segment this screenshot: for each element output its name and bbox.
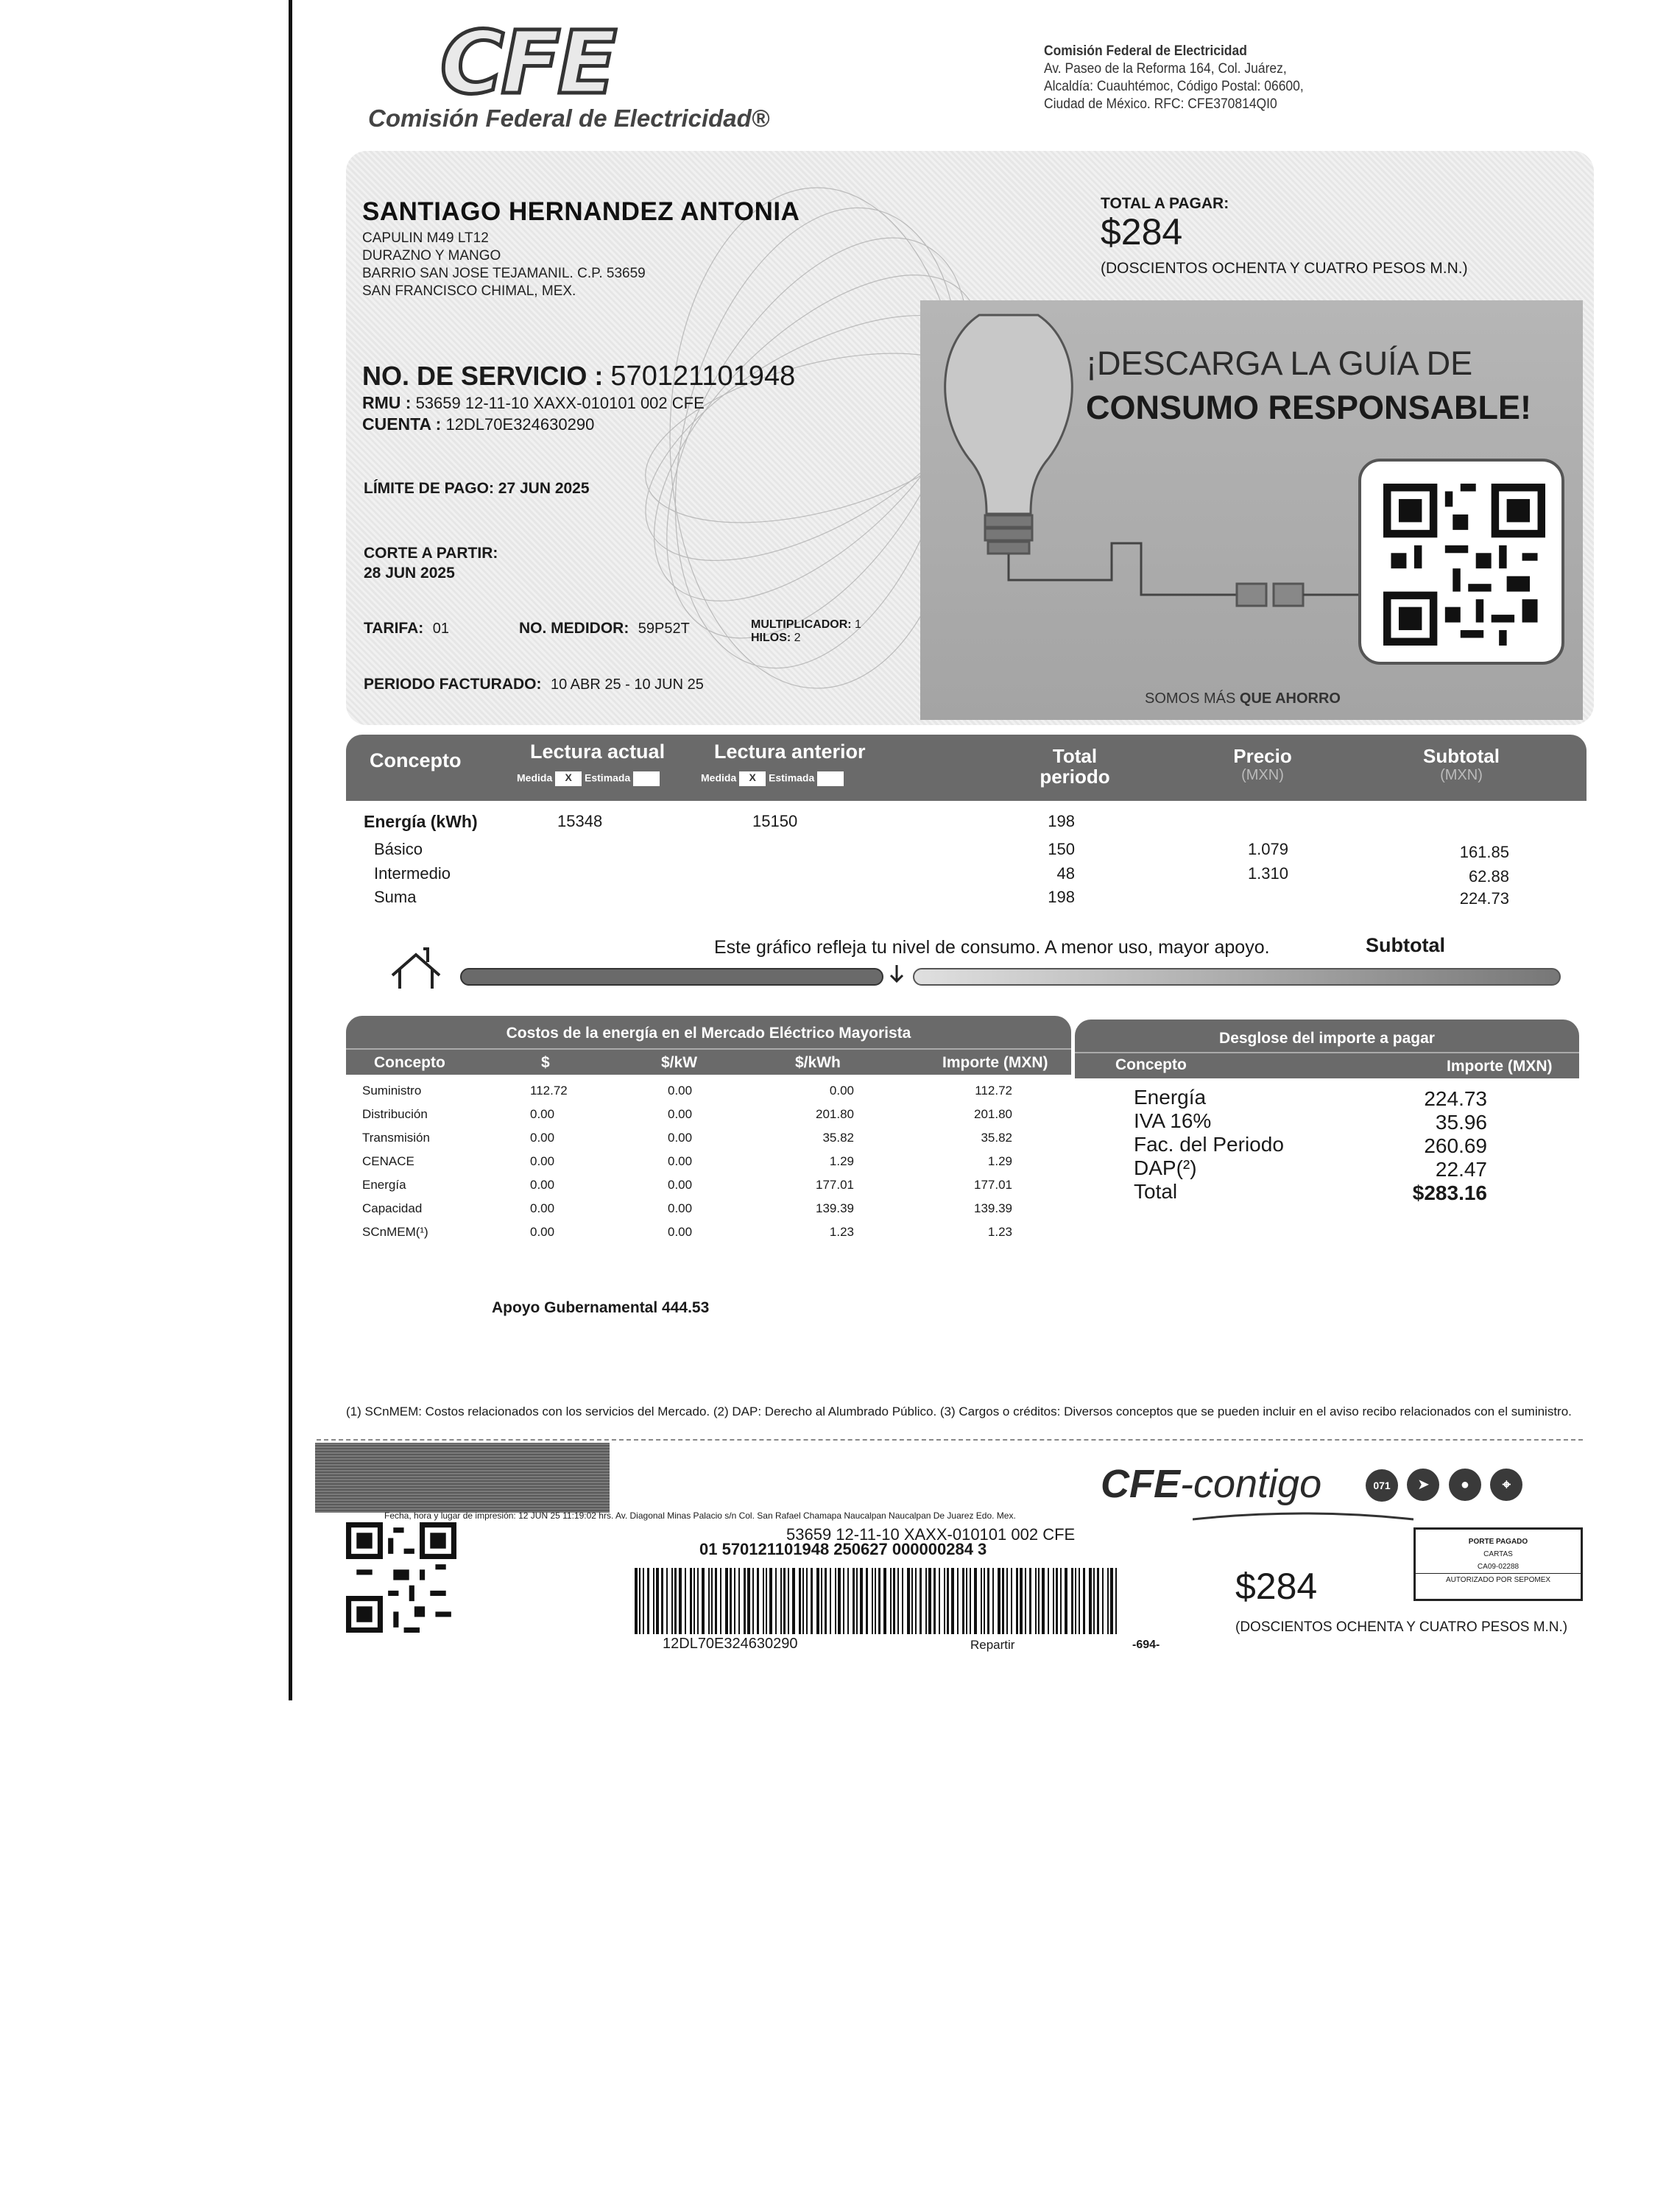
table-cell: 0.00: [668, 1201, 693, 1215]
barcode-bar: [752, 1568, 754, 1634]
barcode-bar: [1025, 1568, 1026, 1634]
barcode-bar: [847, 1568, 849, 1634]
meter-value: 59P52T: [638, 621, 690, 637]
table-cell: 201.80: [974, 1107, 1012, 1121]
col-precio: Precio: [1233, 745, 1292, 767]
barcode-bar: [915, 1568, 917, 1634]
col-subtotal-unit: (MXN): [1440, 767, 1483, 783]
col-concepto: Concepto: [374, 1054, 445, 1071]
estimada-checkbox: [817, 771, 844, 786]
slip-number: -694-: [1132, 1639, 1160, 1651]
barcode-bar: [1093, 1568, 1095, 1634]
promo-title: ¡DESCARGA LA GUÍA DE: [1086, 344, 1473, 382]
barcode-bar: [872, 1568, 873, 1634]
barcode-bar: [1102, 1568, 1104, 1634]
barcode-bar: [666, 1568, 668, 1634]
barcode-bar: [730, 1568, 732, 1634]
table-cell: 0.00: [530, 1131, 555, 1145]
table-cell: Transmisión: [362, 1131, 430, 1145]
promo-banner[interactable]: [920, 300, 1583, 720]
customer-address-line: BARRIO SAN JOSE TEJAMANIL. C.P. 53659: [362, 266, 646, 281]
barcode-bar: [1038, 1568, 1040, 1634]
company-address-line: Ciudad de México. RFC: CFE370814QI0: [1044, 96, 1277, 112]
barcode-bar: [656, 1568, 659, 1634]
barcode-bar: [1060, 1568, 1062, 1634]
breakdown-total-label: Total: [1134, 1180, 1178, 1203]
barcode-bar: [725, 1568, 728, 1634]
wholesale-costs-header: [346, 1016, 1071, 1075]
app-icon[interactable]: ●: [1449, 1469, 1481, 1501]
barcode-bar: [802, 1568, 804, 1634]
barcode-bar: [1029, 1568, 1031, 1634]
barcode-bar: [720, 1568, 721, 1634]
energy-previous-reading: 15150: [752, 812, 798, 830]
barcode-bar: [962, 1568, 964, 1634]
company-address-line: Av. Paseo de la Reforma 164, Col. Juárez,: [1044, 61, 1287, 77]
barcode-bar: [890, 1568, 892, 1634]
promo-subtitle: CONSUMO RESPONSABLE!: [1086, 389, 1532, 426]
barcode-bar: [928, 1568, 931, 1634]
table-cell: 0.00: [530, 1225, 555, 1239]
cfe-logo-mark: CFE: [440, 12, 614, 113]
col-importe: Importe (MXN): [942, 1054, 1048, 1071]
billing-period-row: [364, 676, 704, 693]
cut-line: [317, 1439, 1583, 1441]
barcode-bar: [911, 1568, 913, 1634]
table-cell: 0.00: [668, 1154, 693, 1168]
col-per-kw: $/kW: [661, 1054, 698, 1071]
tier-row-subtotal: 224.73: [1459, 889, 1509, 908]
total-amount: $284: [1101, 211, 1183, 252]
barcode-bar: [766, 1568, 767, 1634]
table-cell: Energía: [362, 1178, 406, 1192]
tariff-value: 01: [432, 621, 449, 637]
breakdown-header: [1075, 1020, 1579, 1078]
total-amount-words: (DOSCIENTOS OCHENTA Y CUATRO PESOS M.N.): [1101, 260, 1468, 277]
promo-footer-a: SOMOS MÁS: [1145, 690, 1236, 707]
service-number: [362, 361, 795, 392]
medida-label: Medida: [701, 771, 737, 784]
cfe-contigo-text: -contigo: [1180, 1462, 1322, 1506]
barcode-bar: [757, 1568, 759, 1634]
table-cell: 0.00: [530, 1178, 555, 1192]
table-cell: 139.39: [974, 1201, 1012, 1215]
table-cell: 177.01: [974, 1178, 1012, 1192]
slip-qr-code: [346, 1522, 456, 1633]
wholesale-costs-title: Costos de la energía en el Mercado Eléctrico Mayorista: [506, 1025, 911, 1042]
barcode-bar: [690, 1568, 692, 1634]
table-cell: 0.00: [668, 1131, 693, 1145]
tier-row-label: Intermedio: [374, 864, 451, 883]
table-cell: 1.29: [829, 1154, 854, 1168]
customer-block: [362, 197, 800, 300]
medida-label: Medida: [517, 771, 553, 784]
barcode-bar: [1115, 1568, 1117, 1634]
meter-row: [519, 620, 690, 637]
promo-footer: [1145, 690, 1341, 707]
tier-row-price: 1.310: [1247, 864, 1288, 883]
estimada-label: Estimada: [769, 771, 815, 784]
gauge-subtotal-label: Subtotal: [1366, 934, 1445, 956]
barcode-bar: [925, 1568, 927, 1634]
table-cell: 35.82: [822, 1131, 854, 1145]
barcode-bar: [957, 1568, 959, 1634]
col-periodo: periodo: [1040, 766, 1110, 788]
cfe-logo-name: Comisión Federal de Electricidad®: [368, 105, 770, 132]
payment-barcode: [635, 1568, 1120, 1634]
table-cell: Distribución: [362, 1107, 428, 1121]
barcode-bar: [1083, 1568, 1085, 1634]
table-cell: 0.00: [668, 1084, 693, 1098]
barcode-bar: [674, 1568, 677, 1634]
cfe-contigo-logo: [1101, 1461, 1321, 1507]
barcode-bar: [825, 1568, 827, 1634]
tariff-label: TARIFA:: [364, 620, 424, 637]
barcode-bar: [806, 1568, 808, 1634]
barcode-bar: [799, 1568, 801, 1634]
barcode-bar: [1002, 1568, 1004, 1634]
barcode-bar: [734, 1568, 735, 1634]
barcode-bar: [1079, 1568, 1080, 1634]
barcode-bar: [981, 1568, 982, 1634]
barcode-bar: [763, 1568, 764, 1634]
table-cell: 0.00: [530, 1201, 555, 1215]
arrow-down-icon: [886, 962, 908, 987]
barcode-bar: [1035, 1568, 1037, 1634]
barcode-bar: [878, 1568, 880, 1634]
estimada-label: Estimada: [585, 771, 631, 784]
stamp-line: CA09-02288: [1477, 1563, 1520, 1571]
table-cell: 0.00: [668, 1225, 693, 1239]
tariff-row: [364, 620, 449, 637]
col-concepto: Concepto: [1115, 1056, 1187, 1073]
breakdown-total-value: $283.16: [1412, 1181, 1487, 1204]
barcode-bar: [1075, 1568, 1076, 1634]
barcode-bar: [643, 1568, 644, 1634]
barcode-bar: [661, 1568, 663, 1634]
customer-address-line: SAN FRANCISCO CHIMAL, MEX.: [362, 283, 576, 299]
barcode-bar: [635, 1568, 638, 1634]
company-address-line: Alcaldía: Cuauhtémoc, Código Postal: 06600,: [1044, 79, 1304, 94]
barcode-bar: [966, 1568, 967, 1634]
total-to-pay: [1101, 195, 1468, 278]
tier-row-subtotal: 62.88: [1468, 867, 1509, 886]
barcode-bar: [1053, 1568, 1054, 1634]
barcode-bar: [780, 1568, 782, 1634]
lectura-actual-subheader: [517, 771, 660, 786]
barcode-bar: [856, 1568, 858, 1634]
slip-amount: $284: [1235, 1566, 1318, 1607]
barcode-bar: [853, 1568, 855, 1634]
barcode-bar: [830, 1568, 831, 1634]
table-cell: CENACE: [362, 1154, 414, 1168]
barcode-bar: [984, 1568, 985, 1634]
barcode-bar: [970, 1568, 971, 1634]
barcode-bar: [821, 1568, 822, 1634]
barcode-bar: [715, 1568, 717, 1634]
stamp-line: CARTAS: [1483, 1550, 1513, 1558]
barcode-bar: [951, 1568, 954, 1634]
service-number-label: NO. DE SERVICIO :: [362, 361, 604, 391]
barcode-bar: [702, 1568, 705, 1634]
col-per-kwh: $/kWh: [795, 1054, 841, 1071]
qr-code-icon: [1383, 484, 1545, 646]
barcode-bar: [679, 1568, 682, 1634]
table-cell: 139.39: [816, 1201, 854, 1215]
hilos-label: HILOS:: [751, 632, 791, 644]
breakdown-title: Desglose del importe a pagar: [1219, 1030, 1435, 1047]
table-cell: 0.00: [668, 1178, 693, 1192]
barcode-bar: [769, 1568, 772, 1634]
breakdown-label: DAP(²): [1134, 1156, 1197, 1179]
slip-account: 12DL70E324630290: [663, 1636, 798, 1652]
tier-row-label: Suma: [374, 888, 417, 906]
barcode-bar: [883, 1568, 886, 1634]
multiplier-block: [751, 618, 861, 645]
col-importe: Importe (MXN): [1447, 1058, 1553, 1075]
energy-row-label: Energía (kWh): [364, 812, 478, 831]
consumption-table-header: [346, 735, 1587, 801]
barcode-bar: [1071, 1568, 1073, 1634]
stamp-line: AUTORIZADO POR SEPOMEX: [1416, 1573, 1581, 1586]
barcode-bar: [933, 1568, 936, 1634]
medida-checkbox: X: [739, 771, 766, 786]
barcode-bar: [1011, 1568, 1012, 1634]
barcode-bar: [1042, 1568, 1045, 1634]
energy-total-period: 198: [1048, 812, 1075, 830]
breakdown-label: Fac. del Periodo: [1134, 1133, 1284, 1156]
left-margin-line: [289, 0, 292, 1700]
rmu-row: [362, 392, 795, 414]
col-concepto: Concepto: [370, 749, 462, 771]
slip-reference: 01 570121101948 250627 000000284 3: [699, 1540, 987, 1558]
barcode-bar: [875, 1568, 876, 1634]
tier-row-subtotal: 161.85: [1459, 843, 1509, 861]
barcode-bar: [783, 1568, 786, 1634]
barcode-bar: [816, 1568, 819, 1634]
barcode-bar: [792, 1568, 795, 1634]
barcode-bar: [843, 1568, 844, 1634]
barcode-bar: [1056, 1568, 1058, 1634]
table-cell: 1.23: [829, 1225, 854, 1239]
barcode-bar: [711, 1568, 713, 1634]
table-cell: SCnMEM(¹): [362, 1225, 428, 1239]
col-subtotal: Subtotal: [1423, 745, 1500, 767]
barcode-bar: [1006, 1568, 1008, 1634]
table-cell: Suministro: [362, 1084, 422, 1098]
barcode-bar: [866, 1568, 868, 1634]
table-cell: 1.23: [987, 1225, 1012, 1239]
barcode-bar: [902, 1568, 903, 1634]
telegram-icon[interactable]: ➤: [1407, 1469, 1439, 1501]
barcode-bar: [744, 1568, 746, 1634]
cfe-contigo-mark: CFE: [1101, 1462, 1180, 1506]
service-number-value: 570121101948: [610, 361, 796, 392]
payment-due-date: LÍMITE DE PAGO: 27 JUN 2025: [364, 480, 590, 497]
col-total: Total: [1052, 745, 1098, 767]
breakdown-value: 260.69: [1424, 1134, 1487, 1157]
energy-current-reading: 15348: [557, 812, 603, 830]
barcode-bar: [1107, 1568, 1109, 1634]
medida-checkbox: X: [555, 771, 582, 786]
barcode-bar: [639, 1568, 640, 1634]
table-cell: 35.82: [981, 1131, 1012, 1145]
barcode-bar: [838, 1568, 841, 1634]
billing-period-label: PERIODO FACTURADO:: [364, 676, 542, 693]
customer-address-line: DURAZNO Y MANGO: [362, 248, 501, 264]
total-label: TOTAL A PAGAR:: [1101, 195, 1229, 212]
hilos-value: 2: [794, 632, 801, 644]
customer-name: SANTIAGO HERNANDEZ ANTONIA: [362, 197, 800, 226]
barcode-bar: [775, 1568, 777, 1634]
cutoff-date: 28 JUN 2025: [364, 565, 455, 582]
table-cell: 112.72: [530, 1084, 568, 1098]
slip-rmu: 53659 12-11-10 XAXX-010101 002 CFE: [786, 1525, 1076, 1544]
company-title: Comisión Federal de Electricidad: [1044, 43, 1247, 59]
table-cell: Capacidad: [362, 1201, 423, 1215]
breakdown-value: 224.73: [1424, 1087, 1487, 1110]
col-lectura-actual: Lectura actual: [530, 741, 666, 763]
postage-stamp: [1413, 1527, 1583, 1601]
tier-row-price: 1.079: [1247, 840, 1288, 858]
barcode-bar: [647, 1568, 649, 1634]
table-cell: 0.00: [668, 1107, 693, 1121]
promo-footer-b: QUE AHORRO: [1239, 690, 1341, 707]
barcode-bar: [811, 1568, 813, 1634]
cuenta-value: 12DL70E324630290: [445, 415, 595, 434]
social-icons: [1366, 1469, 1528, 1502]
cutoff-label: CORTE A PARTIR:: [364, 545, 498, 562]
barcode-bar: [992, 1568, 994, 1634]
barcode-bar: [987, 1568, 989, 1634]
barcode-bar: [947, 1568, 949, 1634]
gauge-bar-scale: [913, 968, 1561, 986]
consumption-gauge: [383, 931, 1561, 990]
barcode-bar: [788, 1568, 789, 1634]
barcode-bar: [685, 1568, 686, 1634]
redacted-block: [315, 1443, 610, 1513]
tier-row-label: Básico: [374, 840, 423, 858]
barcode-bar: [944, 1568, 945, 1634]
swoosh-decoration: [1193, 1510, 1413, 1525]
barcode-bar: [974, 1568, 977, 1634]
barcode-bar: [1089, 1568, 1092, 1634]
barcode-bar: [697, 1568, 699, 1634]
table-cell: 0.00: [530, 1154, 555, 1168]
multiplier-value: 1: [855, 618, 861, 631]
barcode-bar: [998, 1568, 1000, 1634]
breakdown-label: Energía: [1134, 1086, 1207, 1109]
tier-row-total: 198: [1048, 888, 1075, 906]
lectura-anterior-subheader: [701, 771, 844, 786]
barcode-bar: [1048, 1568, 1049, 1634]
barcode-bar: [708, 1568, 710, 1634]
government-support: Apoyo Gubernamental 444.53: [492, 1299, 710, 1316]
barcode-bar: [693, 1568, 695, 1634]
cfe-logo: [368, 12, 770, 144]
barcode-bar: [1110, 1568, 1113, 1634]
col-precio-unit: (MXN): [1241, 767, 1284, 783]
tier-row-total: 150: [1048, 840, 1075, 858]
meter-label: NO. MEDIDOR:: [519, 620, 629, 637]
barcode-bar: [738, 1568, 740, 1634]
barcode-bar: [747, 1568, 750, 1634]
barcode-bar: [671, 1568, 673, 1634]
barcode-bar: [835, 1568, 836, 1634]
barcode-bar: [907, 1568, 910, 1634]
service-info: [362, 361, 795, 435]
promo-qr-code[interactable]: [1358, 459, 1564, 665]
rmu-label: RMU :: [362, 393, 412, 412]
table-cell: 0.00: [829, 1084, 854, 1098]
breakdown-value: 35.96: [1435, 1111, 1487, 1134]
barcode-bar: [897, 1568, 899, 1634]
rmu-value: 53659 12-11-10 XAXX-010101 002 CFE: [415, 394, 705, 412]
location-icon[interactable]: ⌖: [1490, 1469, 1522, 1501]
customer-address-line: CAPULIN M49 LT12: [362, 230, 489, 246]
barcode-bar: [893, 1568, 895, 1634]
table-cell: 112.72: [975, 1084, 1012, 1098]
barcode-bar: [860, 1568, 863, 1634]
gauge-bar-consumption: [460, 968, 883, 986]
cuenta-label: CUENTA :: [362, 414, 442, 434]
slip-repartir: Repartir: [970, 1638, 1015, 1652]
table-cell: 1.29: [987, 1154, 1012, 1168]
tier-row-total: 48: [1056, 864, 1075, 883]
gauge-caption: Este gráfico refleja tu nivel de consumo. A menor uso, mayor apoyo.: [714, 937, 1270, 958]
barcode-bar: [1020, 1568, 1023, 1634]
barcode-bar: [920, 1568, 922, 1634]
cuenta-row: [362, 414, 795, 435]
col-pesos: $: [541, 1054, 550, 1071]
barcode-bar: [939, 1568, 940, 1634]
barcode-bar: [1097, 1568, 1099, 1634]
multiplier-label: MULTIPLICADOR:: [751, 618, 852, 631]
col-lectura-anterior: Lectura anterior: [714, 741, 866, 763]
footnote: (1) SCnMEM: Costos relacionados con los servicios del Mercado. (2) DAP: Derecho al Alumbrado Público. (3) Cargos o créditos: Diversos conceptos que se pueden incluir en el aviso recibo relacionados con el suministro.: [346, 1404, 1572, 1418]
table-cell: 177.01: [816, 1178, 854, 1192]
barcode-bar: [653, 1568, 654, 1634]
house-icon: [387, 946, 453, 997]
billing-period-value: 10 ABR 25 - 10 JUN 25: [550, 676, 704, 693]
table-cell: 0.00: [530, 1107, 555, 1121]
barcode-bar: [1065, 1568, 1067, 1634]
estimada-checkbox: [633, 771, 660, 786]
breakdown-value: 22.47: [1435, 1158, 1487, 1181]
breakdown-label: IVA 16%: [1134, 1109, 1212, 1132]
company-address: [1044, 43, 1304, 113]
print-info: Fecha, hora y lugar de impresión: 12 JUN 25 11:19:02 hrs. Av. Diagonal Minas Palacio s/n Col. San Rafael Chamapa Naucalpan Naucalpan De Juarez Edo. Mex.: [384, 1510, 1016, 1521]
slip-amount-words: (DOSCIENTOS OCHENTA Y CUATRO PESOS M.N.): [1235, 1619, 1568, 1635]
barcode-bar: [1016, 1568, 1018, 1634]
phone-071-icon[interactable]: 071: [1366, 1469, 1398, 1502]
stamp-line: PORTE PAGADO: [1468, 1538, 1528, 1546]
table-cell: 201.80: [816, 1107, 854, 1121]
